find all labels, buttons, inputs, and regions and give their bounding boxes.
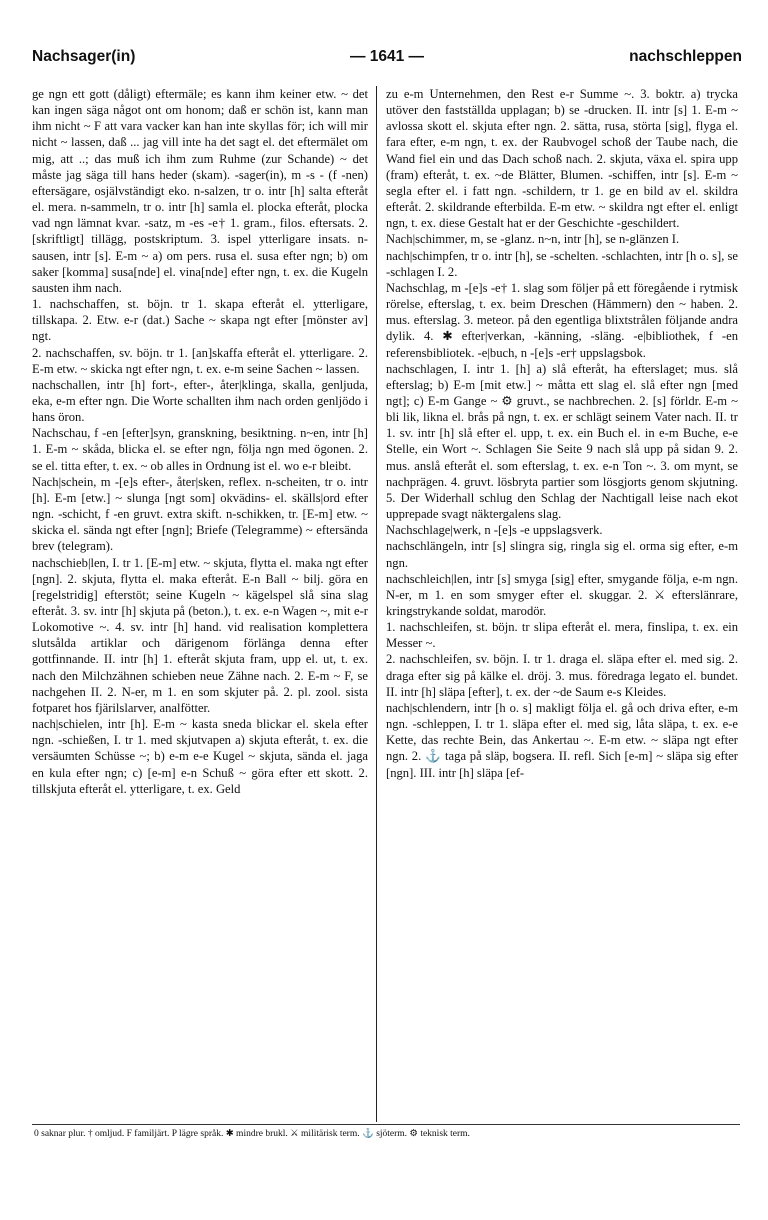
header-left-headword: Nachsager(in) <box>32 48 136 65</box>
entry-paragraph: Nachschlag, m -[e]s -e† 1. slag som följer på ett föregående i rytmisk rörelse, efterslag, t. ex. beim Dreschen (Hämmern) den ~ haben. 2. mus. efterslag. 3. meteor. på den egentliga blixtstrålen följande andra dylik. 4. ✱ efter|verkan, -känning, -släng. -e|bibliothek, f -en referensbibliotek. -e|buch, n -[e]s -er† uppslagsbok. <box>386 280 738 360</box>
left-column <box>32 86 368 1118</box>
right-column <box>386 86 738 1118</box>
entry-paragraph: zu e-m Unternehmen, den Rest e-r Summe ~. 3. boktr. a) trycka utöver den fastställda upplagan; b) se -drucken. II. intr [s] 1. E-m ~ avlossa skott el. skjuta efter ngn. 2. sätta, rusa, störta [sig], flyga el. fara efter, e-m ngn, t. ex. der Raubvogel schoß der Taube nach, die Wand fiel ein und das Dach schoß nach. 2. skjuta, växa el. spira upp (fram) efteråt, t. ex. ~de Blätter, Blumen. -schiffen, intr [s]. E-m ~ segla efter el. i fatt ngn. -schildern, tr 1. ge en bild av el. skildra efteråt. 2. skildrande efterbilda. E-m etw. ~ skildra ngt efter el. enligt ngn, t. ex. diese Gestalt hat er der Geschichte -geschildert. <box>386 87 738 231</box>
entry-paragraph: nach|schlendern, intr [h o. s] makligt följa el. gå och driva efter, e-m ngn. -schleppen, I. tr 1. släpa efter el. med sig, låta släpa, t. ex. e-e Kette, das rechte Bein, das Ankertau ~. E-m etw. ~ släpa ngt efter ngn. 2. ⚓ taga på släp, bogsera. II. refl. Sich [e-m] ~ släpa sig efter [ngn]. III. intr [h] släpa [ef- <box>386 700 738 780</box>
entry-paragraph: nachschallen, intr [h] fort-, efter-, åter|klinga, skalla, genljuda, eka, e-m efter ngn. Die Worte schallten ihm nach orden genljödo i hans öron. <box>32 377 368 425</box>
entry-paragraph: nachschleich|len, intr [s] smyga [sig] efter, smygande följa, e-m ngn. N-er, m 1. en som smyger efter el. skuggar. 2. ⚔ efterslänrare, kringstrykande soldat, marodör. <box>386 571 738 618</box>
entry-paragraph: 2. nachschaffen, sv. böjn. tr 1. [an]skaffa efteråt el. ytterligare. 2. E-m etw. ~ skicka ngt efter ngn, t. ex. e-m seine Sachen ~ lassen. <box>32 345 368 376</box>
page-header <box>32 48 742 74</box>
column-divider <box>376 86 377 1122</box>
entry-paragraph: ge ngn ett gott (dåligt) eftermäle; es kann ihm keiner etw. ~ det kan ingen säga något ont om honom; daß er schön ist, kann man ihm nicht ~ F att vara vacker kan han inte skyllas för; ich will mir nicht ~ lassen, daß ... jag vill inte ha det sagt el. det eftermälet om mig, att ..; das muß ich ihm zum Ruhme (zur Schande) ~ det måste jag säga till hans heder (skam). -sager(in), m -s - (f -nen) eftersägare, osjälvständigt eko. n-salzen, tr o. intr [h] salta efteråt el. mera. n-sammeln, tr o. intr [h] samla el. plocka efteråt, plocka vad ngn lämnat kvar. -satz, m -es -e† 1. gram., filos. eftersats. 2. [skriftligt] tillägg, postskriptum. 3. ispel ytterligare insats. n-sausen, intr [s]. E-m ~ a) om pers. rusa el. susa efter ngn; b) om saker [komma] susa[nde] el. vina[nde] efter ngn, t. ex. die Kugeln sausten ihm nach. <box>32 87 368 295</box>
footer-divider <box>32 1124 740 1125</box>
page-number: — 1641 — <box>349 48 425 65</box>
entry-paragraph: nach|schimpfen, tr o. intr [h], se -schelten. -schlachten, intr [h o. s], se -schlagen I. 2. <box>386 248 738 279</box>
entry-paragraph: 1. nachschleifen, st. böjn. tr slipa efteråt el. mera, finslipa, t. ex. ein Messer ~. <box>386 620 738 651</box>
entry-paragraph: 1. nachschaffen, st. böjn. tr 1. skapa efteråt el. ytterligare, tillskapa. 2. Etw. e-r (dat.) Sache ~ skapa ngt efter [mönster av] ngt. <box>32 297 368 344</box>
entry-paragraph: Nach|schein, m -[e]s efter-, åter|sken, reflex. n-scheiten, tr o. intr [h]. E-m [etw.] ~ slunga [ngt som] okvädins- el. skälls|ord efter ngn. -schicht, f -en gruvt. extra skift. n-schikken, tr. [E-m] etw. ~ skicka el. sända ngt efter [ngn]; Briefe (Telegramme) ~ eftersända brev (telegram). <box>32 474 368 554</box>
entry-paragraph: nachschlagen, I. intr 1. [h] a) slå efteråt, ha efterslaget; mus. slå efterslag; b) E-m [mit etw.] ~ måtta ett slag el. slå efter ngn [med ngt]; c) E-m Gange ~ ⚙ gruvt., se nachbrechen. 2. [s] förldr. E-m ~ bli lik, likna el. brås på ngn, t. ex. er schlägt seinem Vater nach. II. tr 1. sv. intr [h] slå efter el. upp, t. ex. ein Buch el. in e-m Buche, e-e Stelle, ein Wort ~. Schlagen Sie Seite 9 nach slå upp på sidan 9. 2. mus. anslå efteråt el. som efterslag, t. ex. e-n Ton ~. 3. om mynt, se nachprägen. 4. gruvt. lösbryta partier som lösgjorts genom skjutning. 5. Der Widerhall schlug den Schlag der Nachtigall leise nach ekot upprepade svagt näktergalens slag. <box>386 361 738 522</box>
entry-paragraph: nach|schielen, intr [h]. E-m ~ kasta sneda blickar el. skela efter ngn. -schießen, I. tr 1. med skjutvapen a) skjuta efteråt, t. ex. die versäumten Schüsse ~; b) e-m e-e Kugel ~ skjuta, sända el. jaga en kula efter ngn; c) [e-m] e-n Schuß ~ göra efter ett skott. 2. tillskjuta efteråt el. ytterligare, t. ex. Geld <box>32 717 368 796</box>
entry-paragraph: Nachschlage|werk, n -[e]s -e uppslagsverk. <box>386 523 603 538</box>
header-right-headword: nachschleppen <box>629 48 742 65</box>
entry-paragraph: nachschlängeln, intr [s] slingra sig, ringla sig el. orma sig efter, e-m ngn. <box>386 539 738 570</box>
entry-paragraph: Nach|schimmer, m, se -glanz. n~n, intr [h], se n-glänzen I. <box>386 232 680 247</box>
entry-paragraph: Nachschau, f -en [efter]syn, granskning, besiktning. n~en, intr [h] 1. E-m ~ skåda, blicka el. se efter ngn, följa ngn med ögonen. 2. se el. titta efter, t. ex. ~ ob alles in Ordnung ist el. wo e-r bleibt. <box>32 426 368 473</box>
abbreviation-legend: 0 saknar plur. † omljud. F familjärt. P lägre språk. ✱ mindre brukl. ⚔ militärisk term. ⚓ sjöterm. ⚙ teknisk term. <box>34 1129 470 1139</box>
entry-paragraph: nachschieb|len, I. tr 1. [E-m] etw. ~ skjuta, flytta el. maka ngt efter [ngn]. 2. skjuta, flytta el. maka efteråt. E-n Ball ~ bilj. göra en [regelstridig] efterstöt; seine Kugeln ~ kägelspel slå sina slag efteråt. 3. sv. intr [h] skjuta på (beton.), t. ex. e-n Wagen ~, mit e-r Lokomotive ~. 4. sv. intr [h] hand. vid realisation komplettera slutsålda artiklar och därigenom förlänga denna efter gottfinnande. II. intr [h] 1. efteråt skjuta fram, upp el. ut, t. ex. nach den Milchzähnen schieben neue Zähne nach. 2. E-m ~ F, se nachgehen II. 2. N-er, m 1. en som skjuter på. 2. pl. zool. sista fotparet hos fjärilslarver, analfötter. <box>32 555 368 715</box>
entry-paragraph: 2. nachschleifen, sv. böjn. I. tr 1. draga el. släpa efter el. med sig. 2. draga efter sig på kälke el. dröj. 3. mus. föredraga legato el. bundet. II. intr [h] släpa [efter], t. ex. der ~de Saum e-s Kleides. <box>386 652 738 699</box>
